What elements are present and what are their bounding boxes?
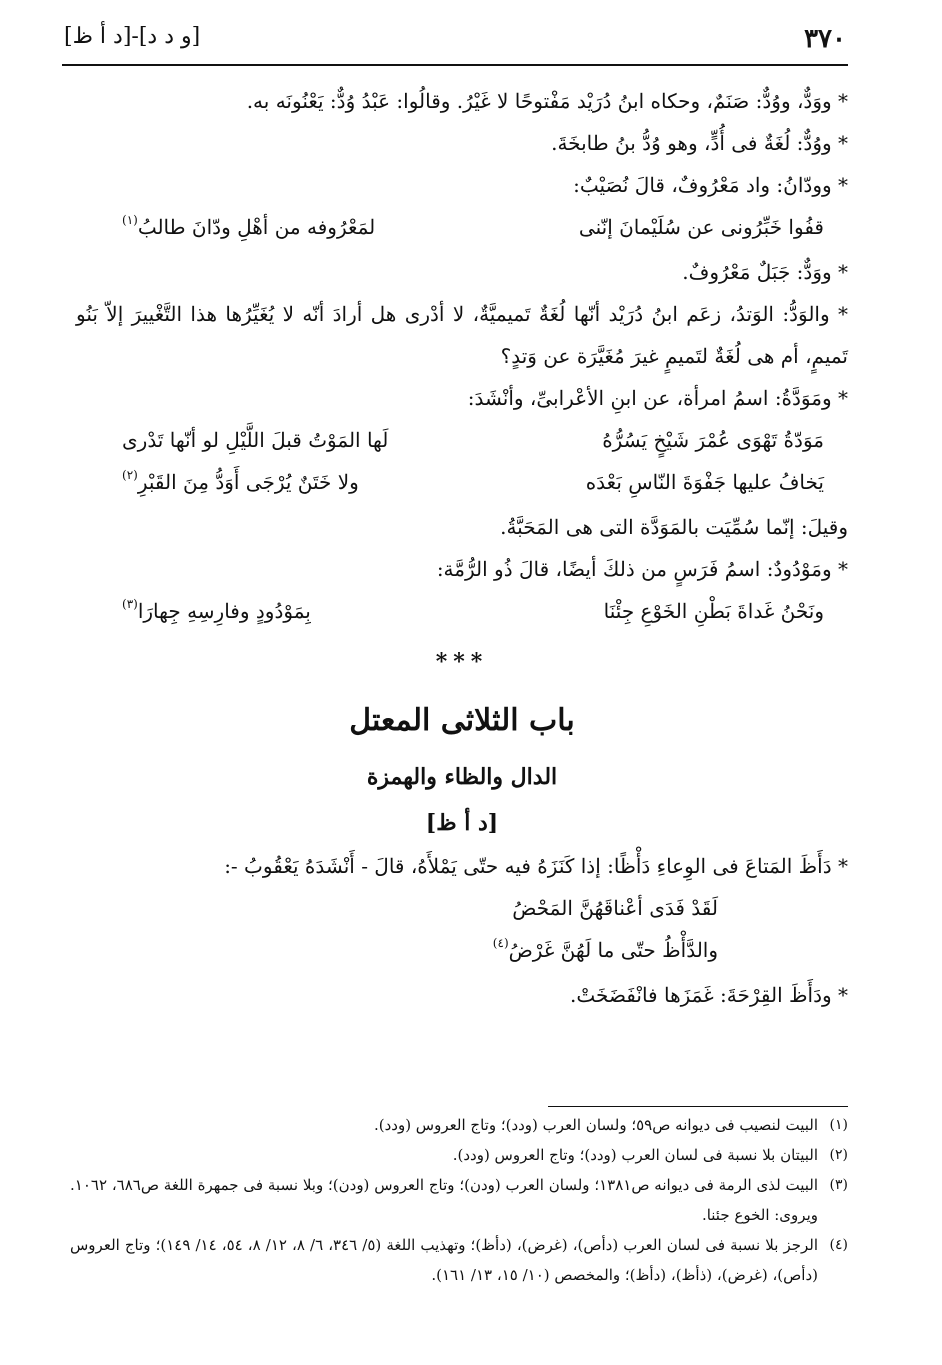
entry-wudd-dialect: * ووُدٌّ: لُغَةٌ فى أُدٍّ، وهو وُدُّ بنُ طابخَةَ. (551, 131, 848, 155)
verse-hemistich-first: مَوَدّةُ تَهْوَى عُمْرَ شَيْخٍ يَسُرُّهُ (602, 428, 824, 452)
footnote-number: (٤) (829, 1237, 848, 1253)
footnote-marker: (٤) (492, 936, 509, 950)
entry-waddan: * وودّانُ: واد مَعْرُوفٌ، قالَ نُصَيْبٌ: (573, 173, 848, 197)
entry-wadd-peg: * والوَدُّ: الوَتدُ، زعَم ابنُ دُرَيْد أنّها لُغَةٌ تَميميَّةٌ، لا أدْرى هل أرادَ أنّه لا يُغَيِّرُها هذا التَّغْييرَ إلاّ بَنُو تَميمٍ، أم هى لُغَةٌ لتَميمٍ غيرَ مُغَيَّرَة عن وَتدٍ؟ (76, 302, 848, 368)
rajaz-line: والدَّأْظُ حتّى ما لَهُنَّ غَرْضُ$^{(٤)}$ (492, 936, 718, 962)
entry-mawadda: * ومَوَدَّةُ: اسمُ امرأة، عن ابنِ الأعْرابىِّ، وأنْشَدَ: (467, 386, 848, 410)
verse-hemistich-second: لمَعْرُوفه من أهْلِ ودّانَ طالبُ$^{(١)}$ (122, 213, 376, 239)
footnote-text: البيت لذى الرمة فى ديوانه ص١٣٨١؛ ولسان العرب (ودن)؛ وتاج العروس (ودن)؛ وبلا نسبة فى جمهرة اللغة ص٦٨٦، ١٠٦٢. ويروى: الخوع جئنا. (70, 1176, 819, 1224)
verse-hemistich-second: بِمَوْدُودٍ وفارِسِهِ جِهارَا$^{(٣)}$ (122, 597, 311, 623)
footnote-marker: (٢) (122, 468, 138, 482)
verse-hemistich-second: لَها المَوْتُ قبلَ اللَّيْلِ لو أنّها تَدْرى (122, 428, 389, 452)
footnote-marker: (٣) (122, 597, 138, 611)
verse-line (76, 419, 848, 461)
entry-note: وقيلَ: إنّما سُمِّيَت بالمَوَدَّة التى هى المَحَبَّةُ. (500, 515, 848, 539)
footnotes (70, 1110, 848, 1290)
footnote-number: (٢) (829, 1147, 848, 1163)
running-head-entry: [و د د]-[د أ ظ] (64, 24, 201, 49)
entry-daaza-wound: * ودَأَظَ القِرْحَةَ: غَمَزَها فانْفَضَخَتْ. (570, 983, 848, 1007)
section-title: الدال والظاء والهمزة (366, 764, 558, 790)
footnote-rule (548, 1106, 848, 1107)
entry-daaza: * دَأَظَ المَتاعَ فى الوِعاءِ دَأْظًا: إذا كَنَزَهُ فيه حتّى يَمْلأَهُ، قالَ - أَنْشَدَهُ يَعْقُوبُ -: (224, 854, 848, 878)
section-separator: *** (435, 649, 489, 675)
verse-hemistich-first: ونَحْنُ غَداةَ بَطْنِ الخَوْعِ جِئْنَا (603, 599, 824, 623)
main-text (76, 80, 848, 1016)
verse-line (76, 461, 848, 506)
entry-wadd-mountain: * ووَدٌّ: جَبَلٌ مَعْرُوفٌ. (682, 260, 848, 284)
verse-line (76, 206, 848, 251)
footnote-text: الرجز بلا نسبة فى لسان العرب (دأص)، (غرض)، (دأظ)؛ وتهذيب اللغة (٥/ ٣٤٦، ٦/ ٨، ١٢/ ٨، ٥٤، ١٤/ ١٤٩)؛ وتاج العروس (دأص)، (غرض)، (ذأظ)، (دأظ)؛ والمخصص (١٠/ ١٥، ١٣/ ١٦١). (70, 1236, 819, 1284)
footnote-number: (١) (829, 1117, 848, 1133)
entry-mawdud: * ومَوْدُودٌ: اسمُ فَرَسٍ من ذلكَ أيضًا، قالَ ذُو الرُّمَّة: (436, 557, 848, 581)
chapter-title: باب الثلاثى المعتل (349, 703, 575, 738)
header-rule (62, 64, 848, 66)
footnote (70, 1230, 848, 1290)
entry-wadd-idol: * ووَدٌّ، ووُدٌّ: صَنَمٌ، وحكاه ابنُ دُرَيْد مَفْتوحًا لا غَيْرُ. وقالُوا: عَبْدُ وُدٌّ: يَعْنُونَه به. (246, 89, 848, 113)
footnote-text: البيت لنصيب فى ديوانه ص٥٩؛ ولسان العرب (ودد)؛ وتاج العروس (ودد). (373, 1116, 818, 1134)
rajaz-line: لَقَدْ فَدَى أعْناقَهُنَّ المَحْضُ (512, 896, 718, 920)
footnote-text: البيتان بلا نسبة فى لسان العرب (ودد)؛ وتاج العروس (ودد). (452, 1146, 818, 1164)
footnote (70, 1140, 848, 1170)
verse-hemistich-first: يَخافُ عليها جَفْوَةَ النّاسِ بَعْدَه (585, 470, 824, 494)
verse-line (76, 590, 848, 635)
footnote-number: (٣) (829, 1177, 848, 1193)
footnote-marker: (١) (122, 213, 138, 227)
root-heading: [د أ ظ] (425, 810, 499, 836)
footnote (70, 1170, 848, 1230)
verse-hemistich-second: ولا خَتَنٌ يُرْجَى أَوَدُّ مِنَ القَبْرِ$^{(٢)}$ (122, 468, 359, 494)
verse-hemistich-first: قفُوا خَبِّرُونى عن سُلَيْمانَ إنّنى (578, 215, 824, 239)
page-number: ٣٧٠ (804, 24, 846, 54)
footnote (70, 1110, 848, 1140)
